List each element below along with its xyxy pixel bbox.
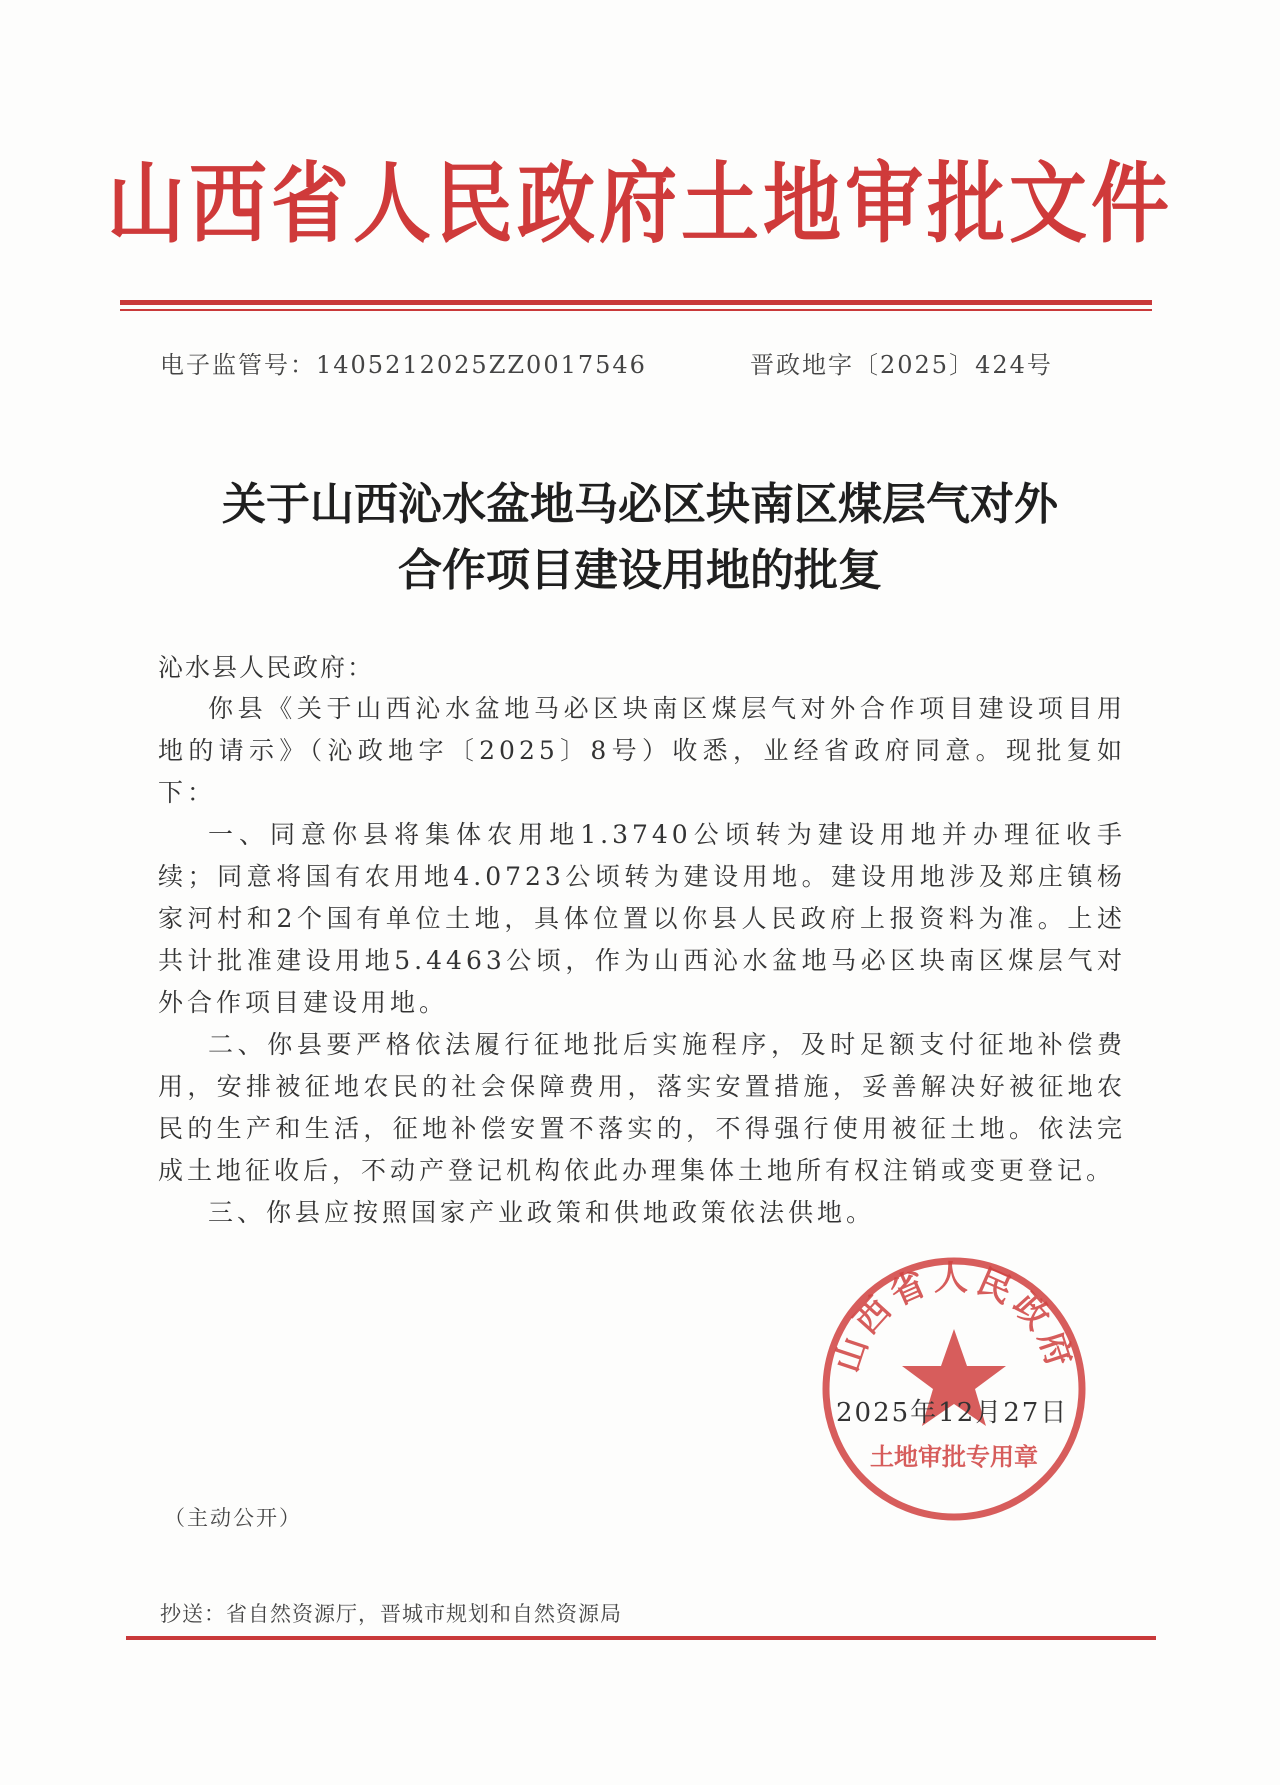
issue-date: 2025年12月27日 xyxy=(836,1398,1069,1428)
publicity-note: （主动公开） xyxy=(164,1506,302,1530)
body-paragraph-1: 一、同意你县将集体农用地1.3740公顷转为建设用地并办理征收手续；同意将国有农用地4.0723公顷转为建设用地。建设用地涉及郑庄镇杨家河村和2个国有单位土地，具体位置以你县人民政府上报资料为准。上述共计批准建设用地5.4463公顷，作为山西沁水盆地马必区块南区煤层气对外合作项目建设用地。 xyxy=(158,820,1126,1017)
addressee: 沁水县人民政府： xyxy=(158,653,375,682)
seal-inner-text: 土地审批专用章 xyxy=(870,1442,1038,1471)
body-paragraph-3: 三、你县应按照国家产业政策和供地政策依法供地。 xyxy=(208,1198,876,1227)
title-line-1: 关于山西沁水盆地马必区块南区煤层气对外 xyxy=(222,479,1058,530)
footer-rule xyxy=(126,1636,1156,1640)
body-paragraph-2: 二、你县要严格依法履行征地批后实施程序，及时足额支付征地补偿费用，安排被征地农民的社会保障费用，落实安置措施，妥善解决好被征地农民的生产和生活，征地补偿安置不落实的，不得强行使用被征土地。依法完成土地征收后，不动产登记机构依此办理集体土地所有权注销或变更登记。 xyxy=(158,1030,1126,1185)
document-body xyxy=(158,688,1126,1234)
masthead-rule-thick xyxy=(120,300,1152,305)
masthead-rule-thin xyxy=(120,309,1152,311)
document-number: 晋政地字〔2025〕424号 xyxy=(750,351,1053,379)
electronic-supervision-id: 电子监管号：1405212025ZZ0017546 xyxy=(160,351,647,379)
document-masthead: 山西省人民政府土地审批文件 xyxy=(106,153,1173,256)
official-seal xyxy=(818,1253,1090,1525)
seal-outer-text: 山西省人民政府 xyxy=(827,1258,1081,1378)
title-line-2: 合作项目建设用地的批复 xyxy=(398,545,882,596)
document-title xyxy=(0,472,1280,604)
body-paragraph-intro: 你县《关于山西沁水盆地马必区块南区煤层气对外合作项目建设项目用地的请示》（沁政地字〔2025〕8号）收悉，业经省政府同意。现批复如下： xyxy=(158,694,1126,807)
carbon-copy-line: 抄送：省自然资源厅，晋城市规划和自然资源局 xyxy=(160,1602,622,1626)
